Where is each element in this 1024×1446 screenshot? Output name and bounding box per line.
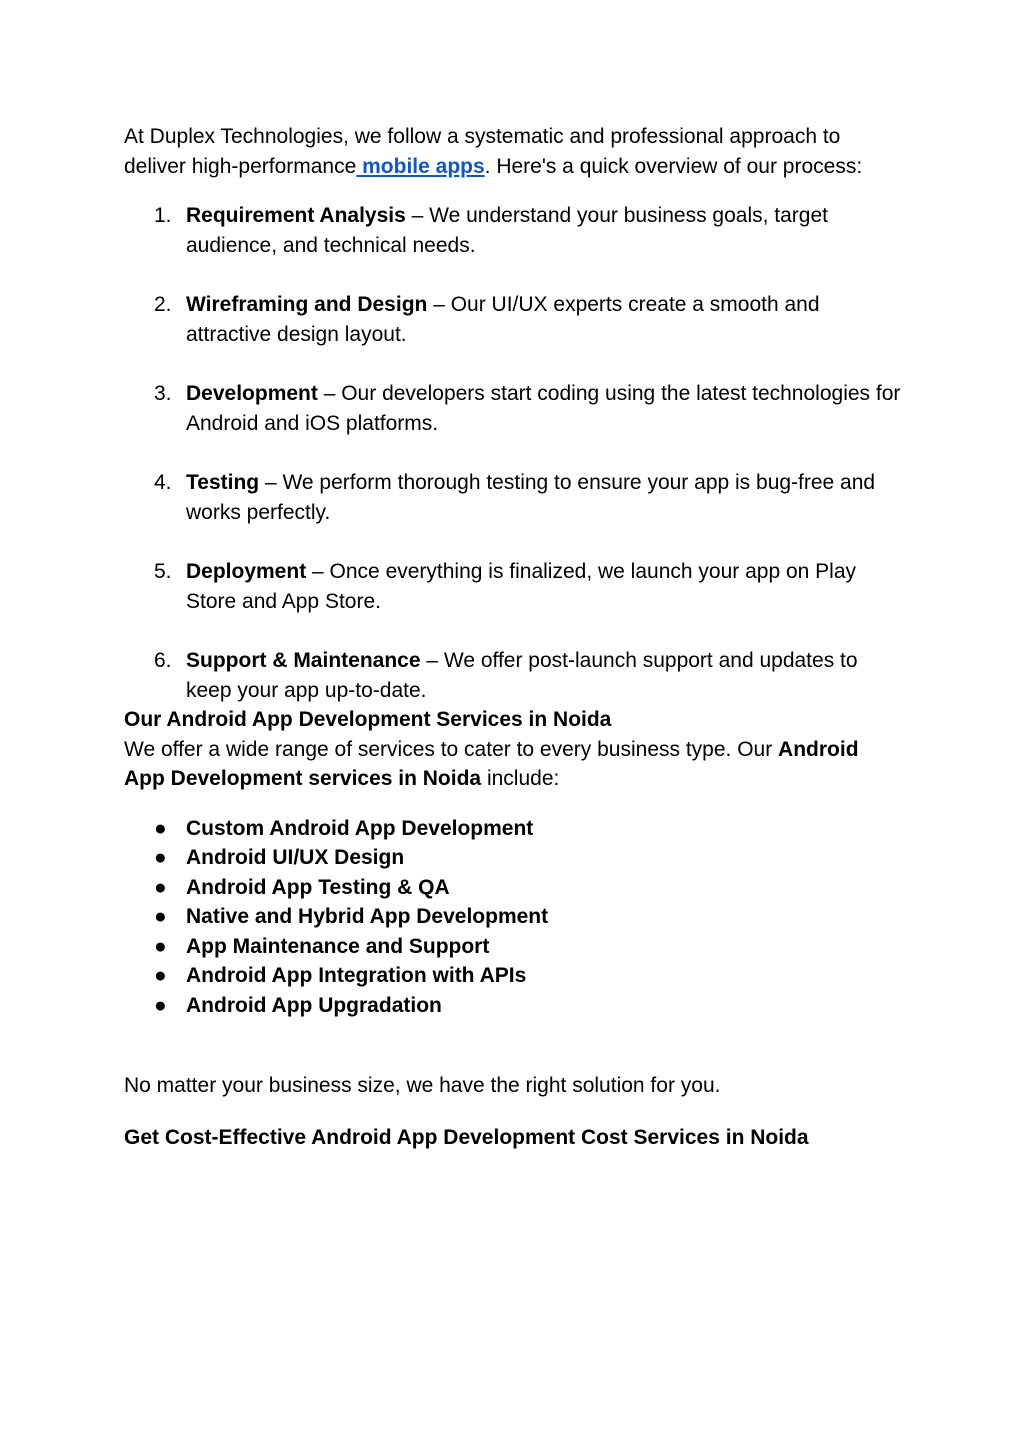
bullet-icon: ● xyxy=(154,875,167,899)
step-description: – Our UI/UX experts create a smooth and attractive design layout. xyxy=(186,293,820,346)
bullet-icon: ● xyxy=(154,964,167,987)
step-title: Testing xyxy=(186,471,260,494)
service-item xyxy=(124,843,904,873)
service-label: Native and Hybrid App Development xyxy=(186,905,549,928)
service-item xyxy=(124,873,904,903)
service-label: Custom Android App Development xyxy=(186,816,534,840)
service-label: App Maintenance and Support xyxy=(186,934,490,958)
step-number: 2. xyxy=(154,293,172,316)
services-intro-text: We offer a wide range of services to cater to every business type. Our xyxy=(124,737,779,761)
service-label: Android UI/UX Design xyxy=(186,846,405,869)
step-number: 6. xyxy=(154,649,172,672)
cost-heading: Get Cost-Effective Android App Development Cost Services in Noida xyxy=(124,1125,809,1149)
step-number: 1. xyxy=(154,204,172,227)
step-number: 5. xyxy=(154,560,172,583)
services-list xyxy=(124,814,904,1021)
service-item xyxy=(124,961,904,991)
bullet-icon: ● xyxy=(154,993,167,1017)
step-description: – Our developers start coding using the latest technologies for Android and iOS platforms. xyxy=(186,382,901,435)
intro-text-after-link: . Here's a quick overview of our process: xyxy=(484,154,863,178)
services-heading: Our Android App Development Services in Noida xyxy=(124,708,612,731)
step-title: Support & Maintenance xyxy=(186,649,421,672)
step-title: Deployment xyxy=(186,560,307,583)
service-label: Android App Integration with APIs xyxy=(186,964,527,987)
service-item xyxy=(124,991,904,1021)
service-label: Android App Testing & QA xyxy=(186,875,450,899)
step-title: Wireframing and Design xyxy=(186,293,428,316)
intro-text-before-link: At Duplex Technologies, we follow a systematic and professional approach to deliver high-performance xyxy=(124,125,841,178)
step-title: Requirement Analysis xyxy=(186,204,406,227)
step-description: – We offer post-launch support and updates to keep your app up-to-date. xyxy=(186,649,858,702)
step-description: – Once everything is finalized, we launch your app on Play Store and App Store. xyxy=(186,560,857,613)
step-description: – We understand your business goals, target audience, and technical needs. xyxy=(186,204,828,257)
bullet-icon: ● xyxy=(154,846,167,869)
service-item xyxy=(124,814,904,844)
process-step xyxy=(124,646,904,705)
bullet-icon: ● xyxy=(154,905,167,928)
step-number: 4. xyxy=(154,471,172,494)
service-item xyxy=(124,902,904,932)
service-label: Android App Upgradation xyxy=(186,993,442,1017)
process-step xyxy=(124,379,904,438)
mobile-apps-link[interactable]: mobile apps xyxy=(356,154,485,178)
document-page xyxy=(124,122,904,1152)
services-intro-paragraph xyxy=(124,735,904,794)
step-description: – We perform thorough testing to ensure your app is bug-free and works perfectly. xyxy=(186,471,876,524)
process-step xyxy=(124,290,904,349)
intro-paragraph xyxy=(124,122,904,181)
process-step xyxy=(124,201,904,260)
services-intro-suffix: include: xyxy=(481,767,560,790)
bullet-icon: ● xyxy=(154,934,167,958)
process-step xyxy=(124,557,904,616)
closing-paragraph: No matter your business size, we have the right solution for you. xyxy=(124,1074,721,1097)
bullet-icon: ● xyxy=(154,816,167,840)
service-item xyxy=(124,932,904,962)
process-step xyxy=(124,468,904,527)
process-steps-list xyxy=(124,201,904,705)
step-number: 3. xyxy=(154,382,172,405)
services-intro-bold: Android App Development services in Noida xyxy=(124,737,859,790)
step-title: Development xyxy=(186,382,318,405)
